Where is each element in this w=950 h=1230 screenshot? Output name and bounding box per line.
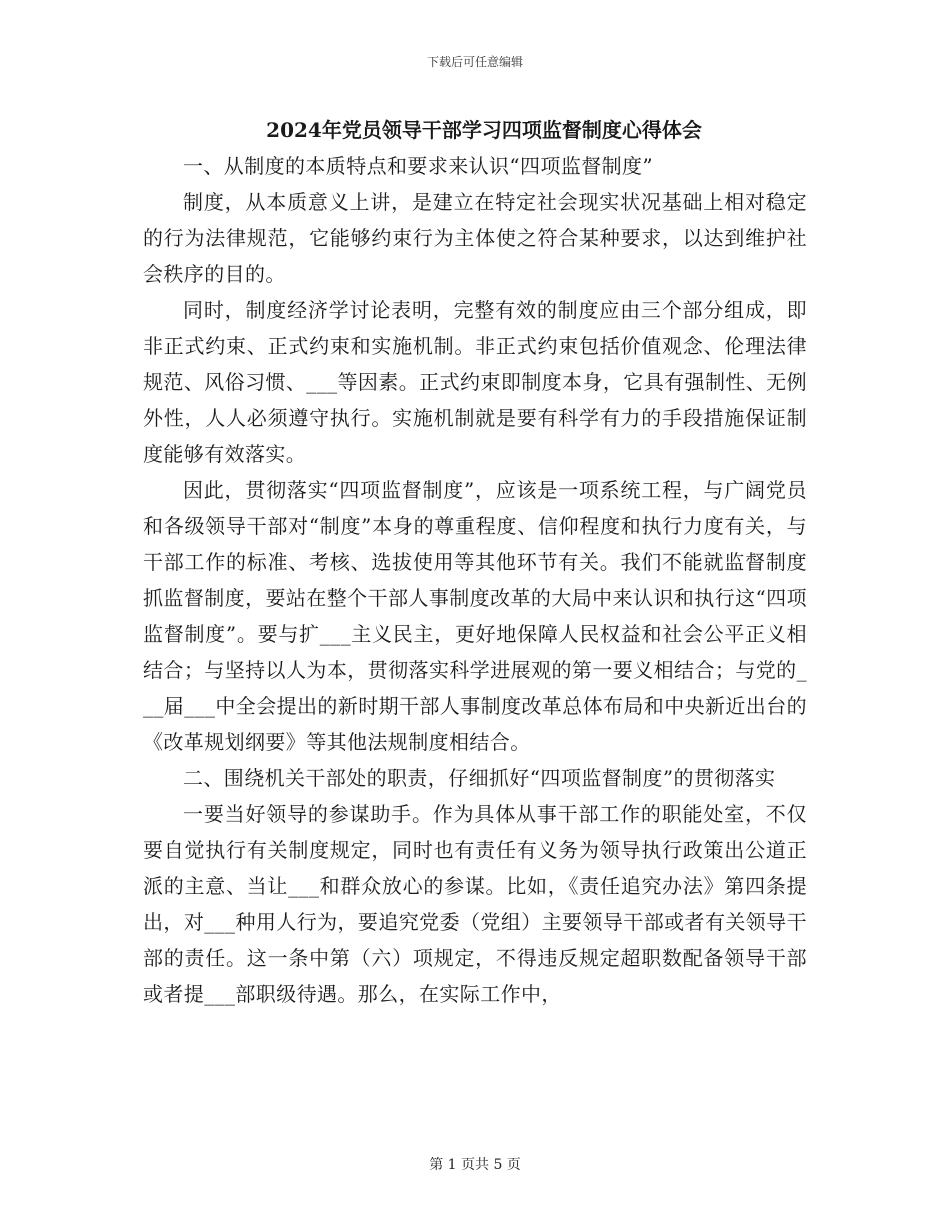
paragraph: 同时，制度经济学讨论表明，完整有效的制度应由三个部分组成，即非正式约束、正式约束和实施机制。非正式约束包括价值观念、伦理法律规范、风俗习惯、___等因素。正式约束即制度本身，它具有强制性、无例外性，人人必须遵守执行。实施机制就是要有科学有力的手段措施保证制度能够有效落实。 <box>143 298 807 466</box>
paragraph: 一要当好领导的参谋助手。作为具体从事干部工作的职能处室，不仅要自觉执行有关制度规定，同时也有责任有义务为领导执行政策出公道正派的主意、当让___和群众放心的参谋。比如，《责任追究办法》第四条提出，对___种用人行为，要追究党委（党组）主要领导干部或者有关领导干部的责任。这一条中第（六）项规定，不得违反规定超职数配备领导干部或者提___部职级待遇。那么，在实际工作中， <box>143 802 807 1006</box>
section-heading-2: 二、围绕机关干部处的职责，仔细抓好“四项监督制度”的贯彻落实 <box>183 766 776 790</box>
paragraph: 制度，从本质意义上讲，是建立在特定社会现实状况基础上相对稳定的行为法律规范，它能够约束行为主体使之符合某种要求，以达到维护社会秩序的目的。 <box>143 190 807 286</box>
document-title: 2024年党员领导干部学习四项监督制度心得体会 <box>266 118 702 142</box>
section-heading-1: 一、从制度的本质特点和要求来认识“四项监督制度” <box>183 154 654 178</box>
paragraph: 因此，贯彻落实“四项监督制度”，应该是一项系统工程，与广阔党员和各级领导干部对“制度”本身的尊重程度、信仰程度和执行力度有关，与干部工作的标准、考核、选拔使用等其他环节有关。我们不能就监督制度抓监督制度，要站在整个干部人事制度改革的大局中来认识和执行这“四项监督制度”。要与扩___主义民主，更好地保障人民权益和社会公平正义相结合；与坚持以人为本，贯彻落实科学进展观的第一要义相结合；与党的___届___中全会提出的新时期干部人事制度改革总体布局和中央新近出台的《改革规划纲要》等其他法规制度相结合。 <box>143 478 807 754</box>
page-header-note: 下载后可任意编辑 <box>426 55 523 69</box>
page-number: 第 1 页共 5 页 <box>429 1157 521 1173</box>
document-body <box>143 112 807 1012</box>
